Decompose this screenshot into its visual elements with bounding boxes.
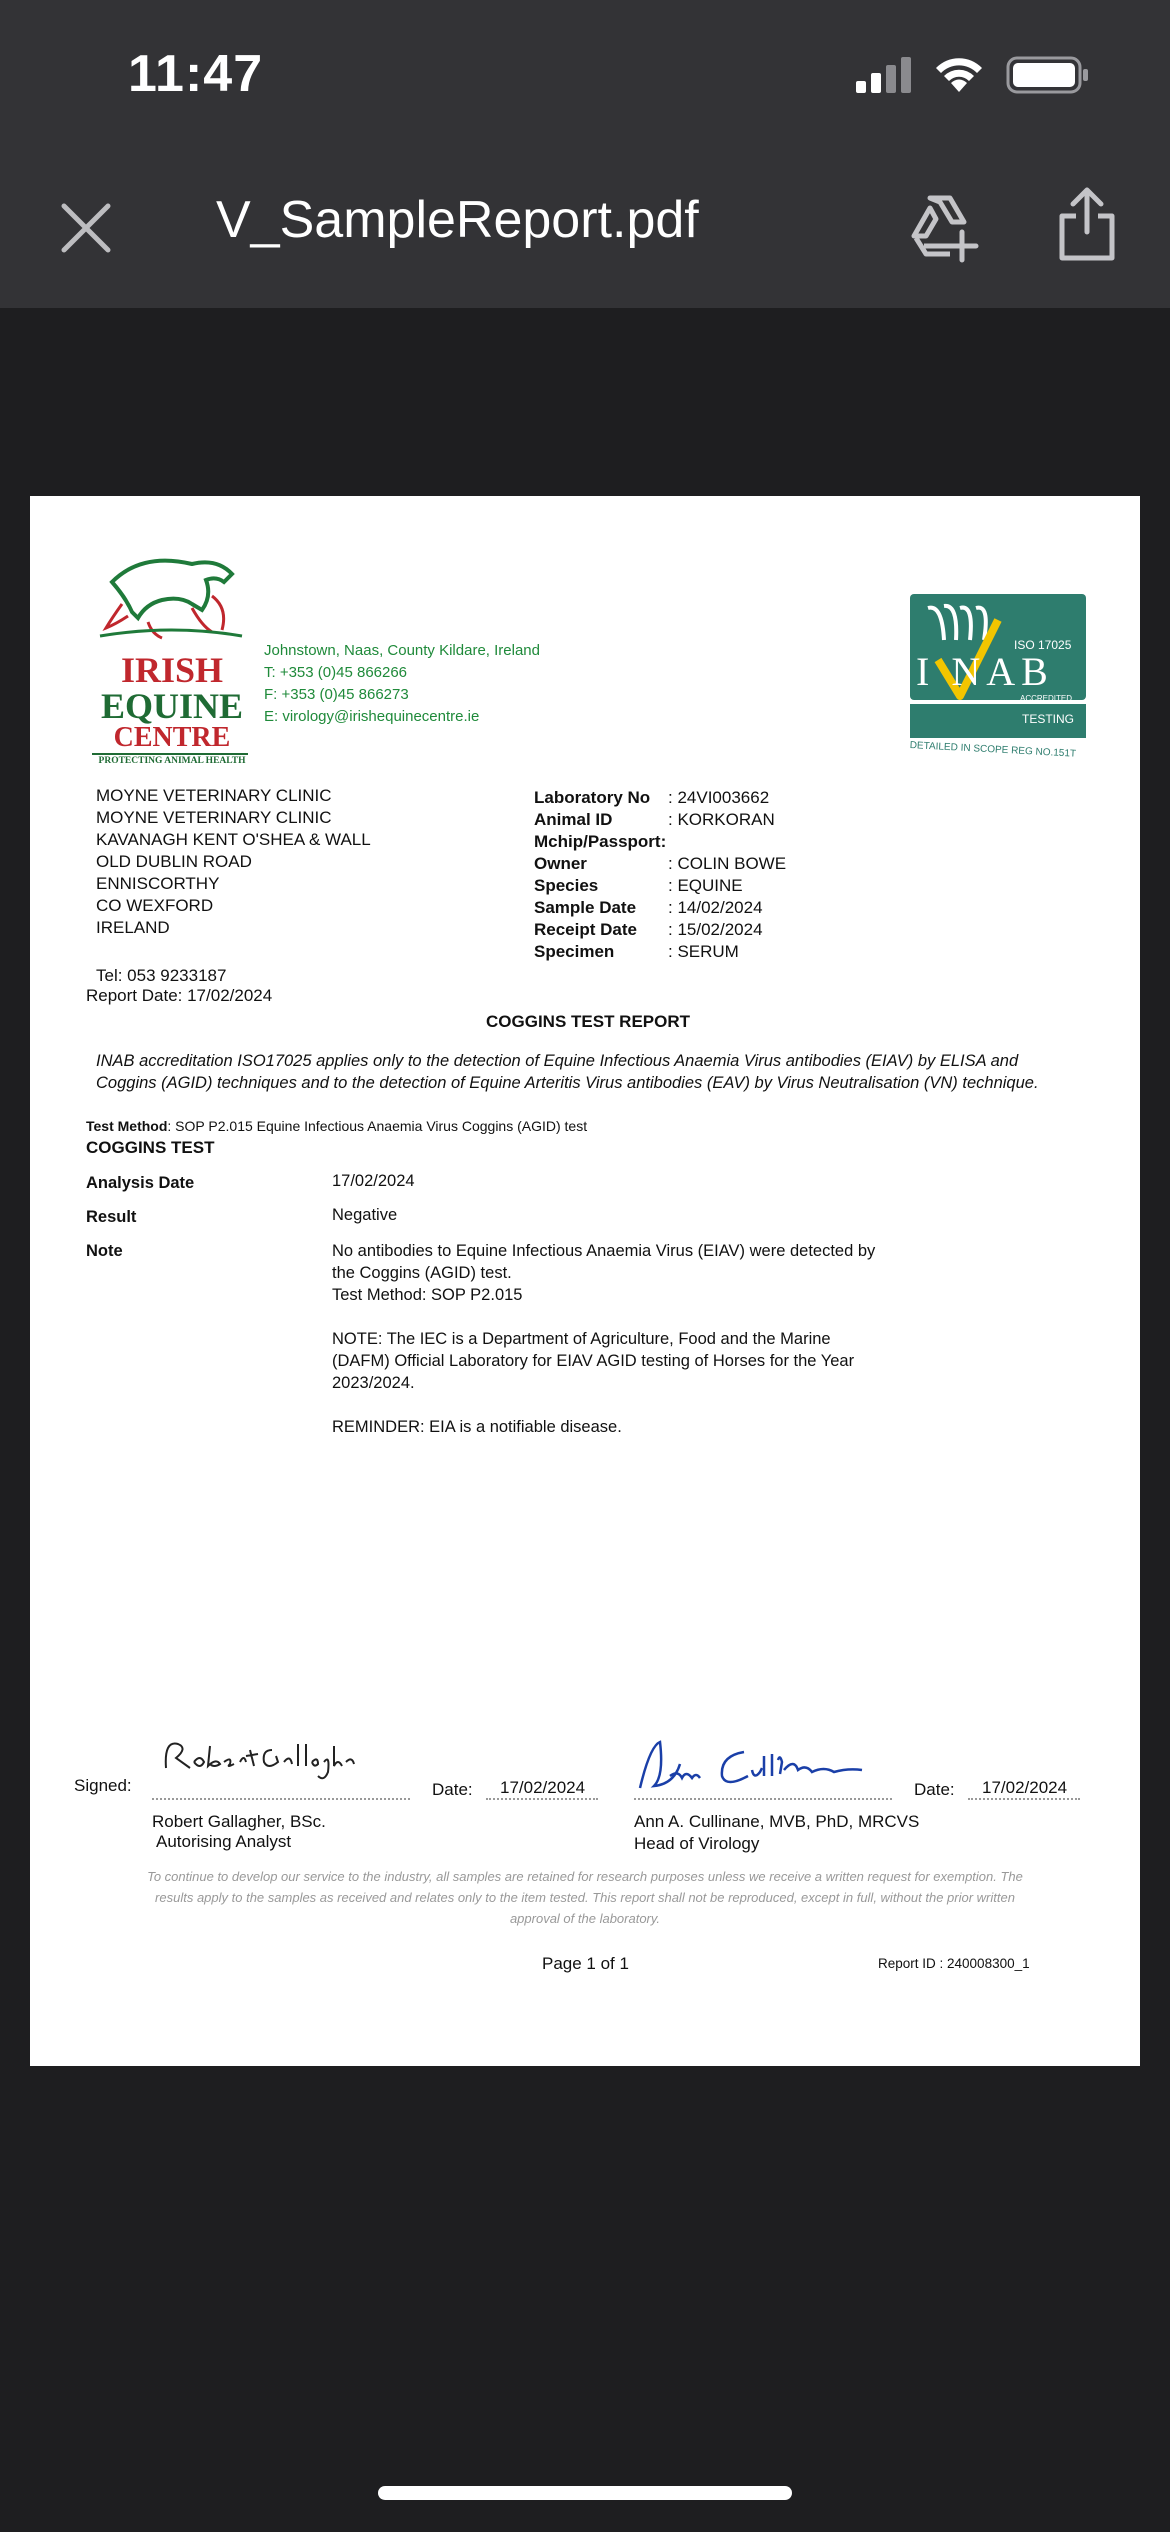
logo-text-centre: CENTRE (113, 722, 231, 753)
lab-info-label: Specimen (534, 942, 615, 961)
client-tel: Tel: 053 9233187 (96, 966, 227, 985)
section-heading: COGGINS TEST (86, 1138, 215, 1157)
horse-logo-icon (92, 552, 252, 662)
status-icons (856, 56, 1090, 94)
battery-icon (1006, 56, 1090, 94)
client-line-6: CO WEXFORD (96, 896, 214, 915)
lab-info-label: Species (534, 876, 599, 895)
add-to-drive-icon[interactable] (904, 188, 980, 264)
logo-text-equine: EQUINE (100, 686, 244, 726)
lab-info-value: : COLIN BOWE (668, 854, 787, 873)
org-phone: T: +353 (0)45 866266 (264, 664, 408, 681)
note-text (332, 1240, 892, 1460)
org-email: E: virology@irishequinecentre.ie (264, 708, 480, 725)
inab-accredited: ACCREDITED (1020, 694, 1073, 703)
signed-label: Signed: (74, 1776, 132, 1795)
close-icon[interactable] (54, 196, 118, 260)
signatory-name-right: Ann A. Cullinane, MVB, PhD, MRCVS (634, 1812, 920, 1831)
wifi-icon (934, 56, 984, 94)
note-label: Note (86, 1242, 123, 1260)
signatory-role-left: Autorising Analyst (156, 1832, 292, 1851)
footer-disclaimer: To continue to develop our service to the industry, all samples are retained for research purposes unless we receive a written request for exemption. The results apply to the samples as received and relates only to the item tested. This report shall not be reproduced, except in full, without the prior written approval of the laboratory. (147, 1869, 1023, 1926)
cellular-signal-icon (856, 57, 912, 93)
report-heading: COGGINS TEST REPORT (486, 1012, 691, 1031)
report-id: Report ID : 240008300_1 (878, 1956, 1030, 1971)
test-method-value: : SOP P2.015 Equine Infectious Anaemia Virus Coggins (AGID) test (167, 1118, 588, 1134)
client-line-7: IRELAND (96, 918, 170, 937)
inab-testing: TESTING (1022, 712, 1075, 726)
lab-info-value: : KORKORAN (668, 810, 775, 829)
client-line-5: ENNISCORTHY (96, 874, 220, 893)
report-date: Report Date: 17/02/2024 (86, 986, 273, 1005)
date-label-right: Date: (914, 1780, 955, 1799)
logo-divider (92, 753, 248, 755)
signatory-name-left: Robert Gallagher, BSc. (152, 1812, 326, 1831)
signature-ann-cullinane (634, 1736, 874, 1798)
share-icon[interactable] (1056, 186, 1118, 262)
org-address: Johnstown, Naas, County Kildare, Ireland (264, 642, 540, 659)
logo-text-irish: IRISH (120, 650, 224, 690)
test-method-label: Test Method (86, 1118, 168, 1134)
status-time: 11:47 (128, 45, 264, 103)
inab-scope: DETAILED IN SCOPE REG NO.151T (909, 740, 1077, 760)
note-line: NOTE: The IEC is a Department of Agriculture, Food and the Marine (DAFM) Official Laboratory for EIAV AGID testing of Horses for the Year 2023/2024. (332, 1330, 855, 1392)
logo-tagline: PROTECTING ANIMAL HEALTH (98, 756, 246, 766)
lab-info-label: Laboratory No (534, 788, 651, 807)
page-number: Page 1 of 1 (542, 1954, 629, 1973)
signatory-role-right: Head of Virology (634, 1834, 760, 1853)
analysis-date-label: Analysis Date (86, 1174, 195, 1192)
note-line: No antibodies to Equine Infectious Anaemia Virus (EIAV) were detected by the Coggins (AGID) test. (332, 1242, 876, 1282)
note-line: Test Method: SOP P2.015 (332, 1286, 523, 1304)
org-fax: F: +353 (0)45 866273 (264, 686, 409, 703)
pdf-page (30, 496, 1140, 2066)
signature-robert-gallagher (160, 1732, 360, 1784)
lab-info-value: : 24VI003662 (668, 788, 770, 807)
signature-line-right (634, 1798, 892, 1800)
lab-info-value: : SERUM (668, 942, 739, 961)
date-value-left: 17/02/2024 (500, 1778, 586, 1797)
client-line-4: OLD DUBLIN ROAD (96, 852, 252, 871)
client-line-2: MOYNE VETERINARY CLINIC (96, 808, 332, 827)
client-line-3: KAVANAGH KENT O'SHEA & WALL (96, 830, 371, 849)
client-line-1: MOYNE VETERINARY CLINIC (96, 786, 332, 805)
note-line: REMINDER: EIA is a notifiable disease. (332, 1418, 622, 1436)
accreditation-note: INAB accreditation ISO17025 applies only to the detection of Equine Infectious Anaemia Virus antibodies (EIAV) by ELISA and Coggins (AGID) techniques and to the detection of Equine Arteritis Virus antibodies (EAV) by Virus Neutralisation (VN) technique. (96, 1052, 1039, 1092)
lab-info-label: Owner (534, 854, 587, 873)
lab-info-label: Mchip/Passport: (534, 832, 667, 851)
signature-line-left (152, 1798, 410, 1800)
inab-iso: ISO 17025 (1014, 638, 1072, 652)
lab-info-value: : 14/02/2024 (668, 898, 763, 917)
irish-equine-centre-logo (92, 552, 252, 764)
home-indicator[interactable] (378, 2486, 792, 2500)
lab-info-value: : 15/02/2024 (668, 920, 763, 939)
analysis-date-value: 17/02/2024 (332, 1172, 415, 1190)
inab-brand: I NAB (916, 649, 1054, 694)
lab-info-label: Receipt Date (534, 920, 637, 939)
result-value: Negative (332, 1206, 398, 1224)
result-label: Result (86, 1208, 137, 1226)
date-label-left: Date: (432, 1780, 473, 1799)
date-line-right (968, 1798, 1080, 1800)
inab-accreditation-badge (910, 594, 1094, 762)
document-title: V_SampleReport.pdf (216, 191, 699, 249)
lab-info-label: Sample Date (534, 898, 637, 917)
date-line-left (486, 1798, 598, 1800)
test-method-line (86, 1118, 587, 1134)
top-bar (0, 0, 1170, 308)
lab-info-value: : EQUINE (668, 876, 743, 895)
date-value-right: 17/02/2024 (982, 1778, 1068, 1797)
lab-info-label: Animal ID (534, 810, 613, 829)
